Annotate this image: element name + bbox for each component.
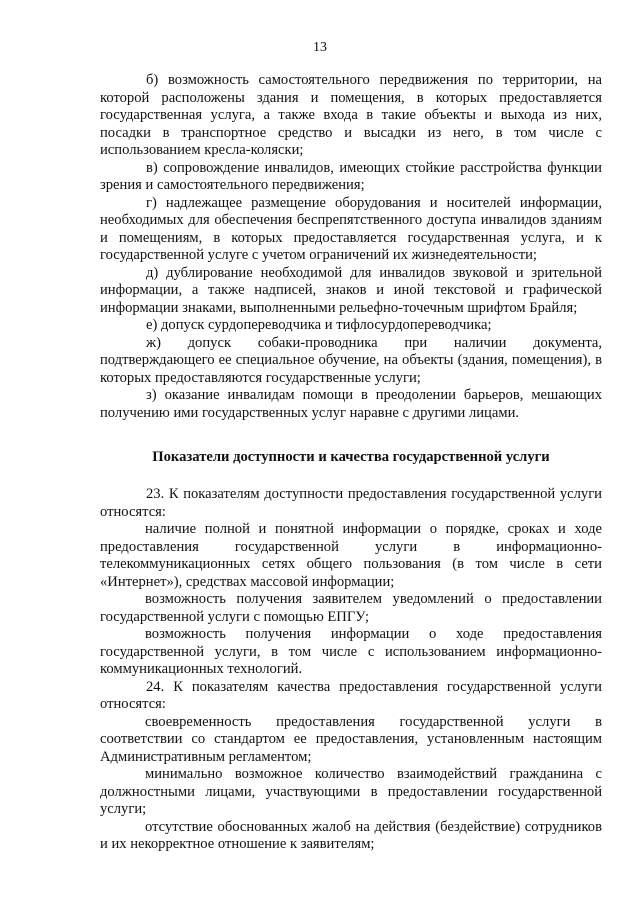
list-item-e: е) допуск сурдопереводчика и тифлосурдопереводчика; — [146, 317, 492, 333]
list-item-b: б) возможность самостоятельного передвижения по территории, на которой расположены здания и помещения, в которых предоставляется государственная услуга, а также входа в такие объекты и выхода из них, посадки в транспортное средство и высадки из него, в том числе с использованием кресла-коляски; — [100, 72, 602, 158]
list-item-g: г) надлежащее размещение оборудования и носителей информации, необходимых для обеспечения беспрепятственного доступа инвалидов зданиям и помещениям, в которых предоставляется государственная услуга, и к государственной услуге с учетом ограничений их жизнедеятельности; — [100, 194, 602, 263]
list-item-z: з) оказание инвалидам помощи в преодолении барьеров, мешающих получению ими государственных услуг наравне с другими лицами. — [100, 387, 602, 421]
list-item-zh: ж) допуск собаки-проводника при наличии документа, подтверждающего ее специальное обучение, на объекты (здания, помещения), в которых предоставляются государственные услуги; — [100, 334, 602, 386]
paragraph-23-item-1: наличие полной и понятной информации о порядке, сроках и ходе предоставления государственной услуги в информационно-телекоммуникационных сетях общего пользования (в том числе в сети «Интернет»), средствах массовой информации; — [100, 521, 602, 590]
paragraph-24-item-2: минимально возможное количество взаимодействий гражданина с должностными лицами, участвующими в предоставлении государственной услуги; — [100, 766, 602, 817]
indicators-section — [100, 486, 602, 854]
list-item-d: д) дублирование необходимой для инвалидов звуковой и зрительной информации, а также надписей, знаков и иной текстовой и графической информации знаками, выполненными рельефно-точечным шрифтом Брайля; — [100, 264, 602, 316]
list-item-v: в) сопровождение инвалидов, имеющих стойкие расстройства функции зрения и самостоятельного передвижения; — [100, 159, 602, 193]
paragraph-23: 23. К показателям доступности предоставления государственной услуги относятся: — [100, 486, 602, 520]
paragraph-24-item-3: отсутствие обоснованных жалоб на действия (бездействие) сотрудников и их некорректное отношение к заявителям; — [100, 818, 602, 852]
page-number: 13 — [313, 40, 327, 55]
paragraph-24: 24. К показателям качества предоставления государственной услуги относятся: — [100, 678, 602, 712]
paragraph-24-item-1: своевременность предоставления государственной услуги в соответствии со стандартом ее предоставления, установленным настоящим Административным регламентом; — [100, 713, 602, 765]
paragraph-23-item-2: возможность получения заявителем уведомлений о предоставлении государственной услуги с помощью ЕПГУ; — [100, 591, 602, 625]
accessibility-list — [100, 72, 602, 422]
paragraph-23-item-3: возможность получения информации о ходе предоставления государственной услуги, в том числе с использованием информационно-коммуникационных технологий. — [100, 626, 602, 677]
section-heading: Показатели доступности и качества государственной услуги — [152, 449, 550, 465]
